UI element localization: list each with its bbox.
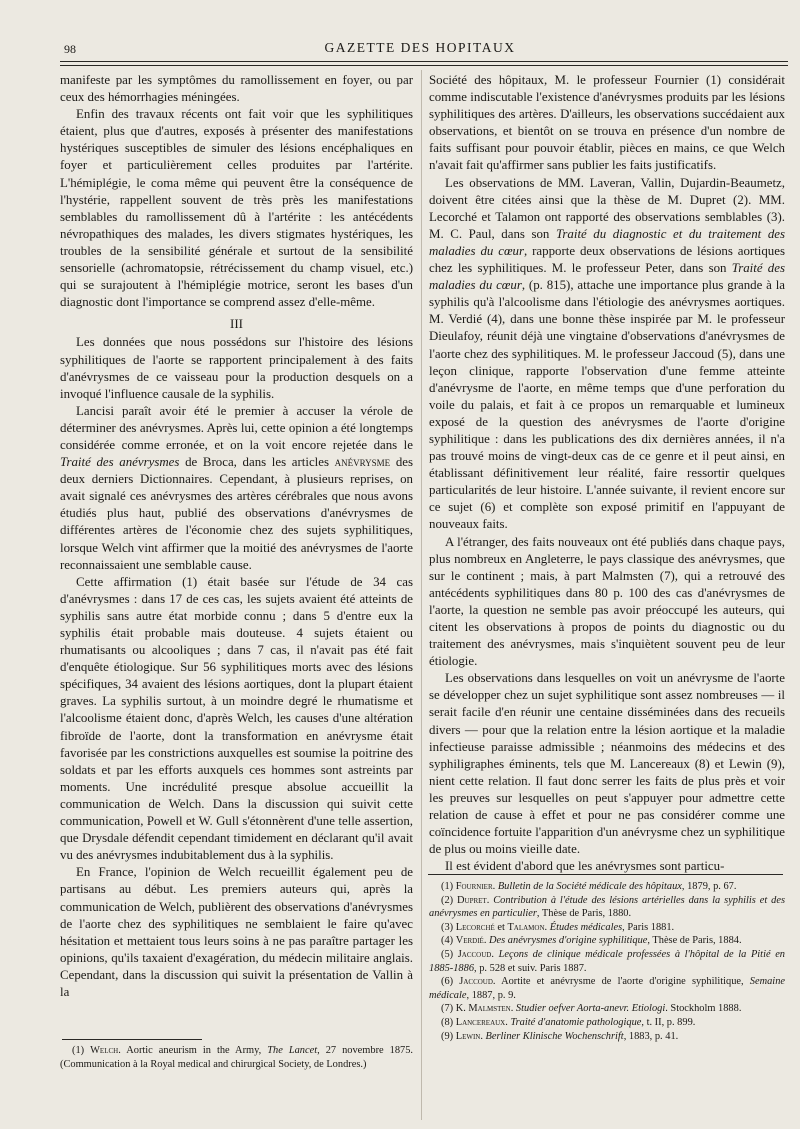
text-run: , Thèse de Paris, 1884. <box>647 935 742 947</box>
text-run: , Thèse de Paris, 1880. <box>536 908 632 920</box>
paragraph: Cette affirmation (1) était basée sur l'étude de 34 cas d'anévrysmes : dans 17 de ces cas, les sujets avaient été atteints de syphilis sans autre état morbide connu ; dans 5 d'entre eux la syphilis était probable mais douteuse. 4 sujets étaient ou rhumatisants ou alcooliques ; dans 7 cas, il n'avait pas été fait d'enquête étiologique. Sur 56 syphilitiques morts avec des lésions spécifiques, 34 avaient des lésions aortiques, dont la plupart étaient graves. La syphilis surtout, à un moindre degré le rhumatisme et l'alcoolisme étaient donc, d'après Welch, les causes d'une altération fibroïde de l'aorte, dont la transformation en anévrysme était favorisée par les constrictions auxquelles est soumise la poitrine des soldats et par les efforts auxquels ces hommes sont astreints par moments. Une incrédulité presque absolue accueillit la communication de Welch. Dans la discussion qui suivit cette communication, Powell et W. Gull s'étonnèrent d'une telle assertion, que Drysdale défendit cependant timidement en déclarant qu'il avait vu des anévrysmes indubitablement dus à la syphilis. <box>60 574 413 863</box>
paragraph: Société des hôpitaux, M. le professeur Fournier (1) considérait comme indiscutable l'existence d'anévrysmes produits par les lésions syphilitiques des artères. D'ailleurs, les observations succédaient aux observations, et bientôt on se trouva en présence d'un nombre de faits suffisant pour pouvoir établir, pièces en mains, ce que Welch n'avait fait qu'affirmer sans publier les faits justificatifs. <box>429 73 785 173</box>
footnote-author: K. Malmsten <box>455 1003 511 1015</box>
header-rule-top <box>60 61 788 62</box>
left-column <box>60 72 413 1001</box>
paragraph <box>60 403 413 574</box>
footnote <box>429 934 785 948</box>
text-run: . <box>483 935 490 947</box>
text-run: . <box>544 921 550 933</box>
footnote-number: (8) <box>441 1016 456 1028</box>
footnote-title: Études médicales <box>549 921 623 933</box>
footnote-author: Lancereaux <box>455 1016 506 1028</box>
page-number: 98 <box>64 42 76 56</box>
footnote-rule <box>62 1039 202 1040</box>
column-divider <box>421 70 422 1120</box>
text-run: . <box>492 881 498 892</box>
footnotes-right <box>429 880 785 1043</box>
text-run: . <box>486 894 494 906</box>
paragraph: manifeste par les symptômes du ramollissement en foyer, ou par ceux des hémorrhagies méningées. <box>60 73 413 105</box>
footnote-title: Leçons de clinique médicale professées à l'hôpital de la Pitié en 1885-1886 <box>429 948 785 974</box>
footnote <box>429 880 785 894</box>
text-run: . <box>491 948 499 960</box>
footnote-number: (4) <box>441 935 456 947</box>
journal-title: GAZETTE DES HOPITAUX <box>324 40 516 55</box>
text-run: , 1883, p. 41. <box>623 1030 679 1042</box>
footnote-title: Berliner Klinische Wochenschrift <box>485 1030 624 1042</box>
footnote <box>429 1016 785 1030</box>
text-run: , (p. 815), attache une importance plus grande à la syphilis qu'à l'alcoolisme dans l'étiologie des anévrysmes aortiques. M. Verdié (4), dans une bonne thèse inspirée par M. le professeur Dieulafoy, réunit déjà une vingtaine d'observations d'anévrysmes de l'aorte chez des syphilitiques. M. le professeur Jaccoud (5), dans une leçon clinique, rapporte l'observation d'une femme atteinte d'anévrysme de l'aorte, en même temps que d'une perforation du voile du palais, et fait à ce propos un remarquable et lumineux exposé de la question des anévrysmes de l'aorte d'origine syphilitique : dans les publications des dix dernières années, il n'a pas trouvé moins de vingt-deux cas de ce genre et il peut ainsi, en établissant définitivement leur réalité, faire ressortir quelques particularités de leur histoire. L'année suivante, il revient encore sur ce sujet (6) et complète son exposé primitif en l'appuyant de nouveaux faits. <box>429 278 785 532</box>
page-header <box>60 36 780 60</box>
footnote-journal: The Lancet <box>267 1045 318 1056</box>
footnote <box>429 975 785 1002</box>
footnote: (1) Welch. Aortic aneurism in the Army, The Lancet, 27 novembre 1875. (Communication à la Royal medical and chirurgical Society, de Londres.) <box>60 1045 414 1070</box>
footnote-author: Jaccoud <box>457 948 492 960</box>
text-run: et <box>494 921 508 933</box>
footnotes-left <box>60 1044 413 1071</box>
text-run: . <box>505 1016 511 1028</box>
text-run: , 1879, p. 67. <box>681 881 737 892</box>
footnote-number: (2) <box>441 894 458 906</box>
text-run: des deux derniers Dictionnaires. Cependant, à plusieurs reprises, on avait signalé ces anévrysmes des artères cérébrales que nous avons étudiés plus haut, publié des observations d'anévrysmes de différentes artères de l'économie chez des sujets syphilitiques, lorsque Welch vint affirmer que la moitié des anévrysmes de l'aorte reconnaissaient une semblable cause. <box>60 455 414 572</box>
text-run: . <box>480 1030 486 1042</box>
footnote-author: Verdié <box>455 935 484 947</box>
text-run: , 1887, p. 9. <box>466 989 516 1001</box>
footnote-author: Dupret <box>457 894 487 906</box>
footnote-number: (3) <box>441 921 456 933</box>
text-run: , p. 528 et suiv. Paris 1887. <box>474 962 587 974</box>
text-run: de Broca, dans les articles <box>179 455 335 470</box>
footnote-author: Fournier <box>455 881 493 892</box>
paragraph: Enfin des travaux récents ont fait voir que les syphilitiques étaient, plus que d'autres, exposés à présenter des manifestations hystériques susceptibles de simuler des lésions encéphaliques en foyer et particulièrement celles produites par l'artérite. L'hémiplégie, le coma même qui peuvent être la conséquence de l'hystérie, rappellent souvent de très près les manifestations semblables du ramollissement dû à l'artérite : les antécédents névropathiques des malades, les divers stigmates hystériques, les troubles de la sensibilité générale et surtout de la sensibilité sensorielle (achromatopsie, rétrécissement du champ visuel, etc.) qui se surajoutent à l'hémiplégie motrice, seront les bases d'un diagnostic dont l'importance se comprend assez d'elle-même. <box>60 107 413 310</box>
text-run: , 27 novembre 1875. (Communication à la Royal medical and chirurgical Society, de Londres.) <box>60 1045 414 1070</box>
header-rule-bottom <box>60 65 788 66</box>
right-column <box>429 72 785 875</box>
paragraph: Il est évident d'abord que les anévrysmes sont particu- <box>445 859 725 874</box>
footnote-author: Lecorché <box>455 921 495 933</box>
footnote-number: (5) <box>441 948 458 960</box>
footnote <box>429 894 785 921</box>
footnote-title: Contribution à l'étude des lésions artérielles dans la syphilis et des anévrysmes en particulier <box>429 894 786 920</box>
paragraph: En France, l'opinion de Welch recueillit également peu de partisans au début. Les premiers auteurs qui, après la communication de Welch, publièrent des observations d'anévrysmes de l'aorte chez des syphilitiques ne semblaient le faire qu'avec hésitation et mettaient tous leurs soins à ne pas paraître partager les opinions, qu'ils taxaient d'exagération, du médecin militaire anglais. Cependant, dans la discussion qui suivit la présentation de Vallin à la <box>60 865 413 999</box>
footnote-number: (7) <box>441 1003 456 1015</box>
text-run: , Paris 1881. <box>622 921 675 933</box>
footnote-title: Semaine médicale <box>429 976 785 1001</box>
footnote-author: Lewin <box>455 1030 481 1042</box>
footnote-number: (9) <box>441 1030 456 1042</box>
footnote-author: Jaccoud <box>459 976 493 988</box>
text-run: . Aortic aneurism in the Army, <box>118 1045 268 1056</box>
footnote-number: (1) <box>441 881 456 892</box>
book-title: Traité des maladies du cœur <box>429 261 785 293</box>
paragraph: Les données que nous possédons sur l'histoire des lésions syphilitiques de l'aorte se rapportent principalement à des faits d'anévrysmes de ce vaisseau pour la production desquels on a invoqué l'influence causale de la syphilis. <box>60 335 413 401</box>
text-run: Les observations de MM. Laveran, Vallin, Dujardin-Beaumetz, doivent être citées ainsi que la thèse de M. Dupret (2). MM. Lecorché et Talamon ont rapporté des observations semblables (3). M. C. Paul, dans son <box>429 175 785 241</box>
footnote <box>429 921 785 935</box>
text-run: . Aortite et anévrysme de l'aorte d'origine syphilitique, <box>492 976 750 988</box>
footnote-title: Traité d'anatomie pathologique <box>510 1016 642 1028</box>
paragraph <box>429 175 785 534</box>
footnote <box>429 1030 785 1044</box>
footnote-rule <box>428 874 783 875</box>
small-caps-term: anévrysme <box>334 455 391 470</box>
text-run: , rapporte deux observations de lésions aortiques chez les syphilitiques. M. le professeur Peter, dans son <box>429 243 785 276</box>
footnote-author: Talamon <box>507 921 545 933</box>
book-title: Traité du diagnostic et du traitement des maladies du cœur <box>429 226 785 258</box>
text-run: . <box>510 1003 516 1015</box>
paragraph: A l'étranger, des faits nouveaux ont été publiés dans chaque pays, plus nombreux en Angleterre, le pays classique des anévrysmes, que sur le continent ; mais, à part Malmsten (7), qui a retrouvé des antécédents syphilitiques dans 80 p. 100 des cas d'anévrysmes de l'aorte, la question ne semble pas avoir préoccupé les auteurs, qui citent les observations à propos de points du diagnostic ou du traitement des anévrysmes, mais s'inquiètent souvent peu de leur étiologie. <box>429 534 785 669</box>
text-run: . Stockholm 1888. <box>665 1003 742 1015</box>
section-heading: III <box>230 316 243 332</box>
paragraph: Les observations dans lesquelles on voit un anévrysme de l'aorte se développer chez un sujet syphilitique sont assez nombreuses — il serait facile d'en réunir une centaine disséminées dans des recueils divers — pour que la relation entre la lésion aortique et la maladie infectieuse paraisse admissible ; néanmoins des médecins et des syphiligraphes éminents, tels que M. Lancereaux (8) et Lewin (9), nient cette relation. Il faut donc serrer les faits de plus près et voir les preuves sur lesquelles on peut s'appuyer pour admettre cette relation de cause à effet et pour ne pas considérer comme une coïncidence fortuite l'apparition d'un anévrysme chez un syphilitique de plus ou moins vieille date. <box>429 671 785 857</box>
footnote-title: Des anévrysmes d'origine syphilitique <box>489 935 648 947</box>
footnote-number: (6) <box>441 976 460 988</box>
text-run: , t. II, p. 899. <box>641 1016 696 1028</box>
text-run: Lancisi paraît avoir été le premier à accuser la vérole de déterminer des anévrysmes. Après lui, cette opinion a été longtemps considérée comme erronée, et on la voit encore rejetée dans le <box>60 403 413 452</box>
footnote <box>429 948 785 975</box>
footnote-title: Studier oefver Aorta-anevr. Etiologi <box>515 1003 666 1015</box>
book-title: Traité des anévrysmes <box>60 455 180 470</box>
footnote <box>429 1002 785 1016</box>
footnote-title: Bulletin de la Société médicale des hôpitaux <box>497 881 682 892</box>
footnote-author: Welch <box>90 1045 119 1056</box>
